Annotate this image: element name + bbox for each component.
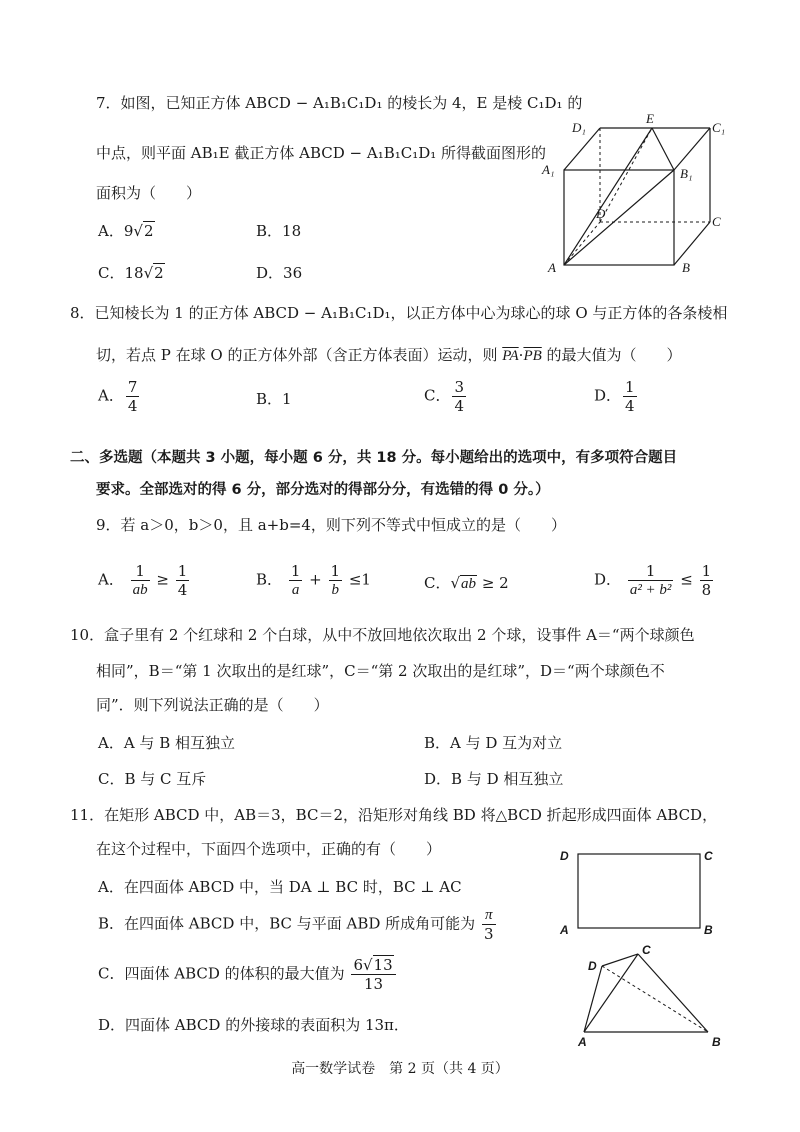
q7-cube-figure [540, 110, 730, 280]
q10-line3: 同”．则下列说法正确的是（ ） [96, 696, 329, 714]
q11-rectangle-figure [556, 846, 726, 940]
q9-stem: 9．若 a＞0，b＞0，且 a+b=4，则下列不等式中恒成立的是（ ） [96, 516, 566, 534]
label-D: D [596, 206, 606, 221]
q7-option-c: C．18√2 [98, 264, 164, 282]
q7-option-d: D．36 [256, 264, 303, 282]
q10-option-b: B．A 与 D 互为对立 [424, 734, 563, 752]
q9-option-d: D． $\frac{1}{\text{a² + b²}}$ ≤ $\frac{1}{8}$ [594, 562, 712, 599]
label-C: C [712, 214, 721, 229]
q10-option-c: C．B 与 C 互斥 [98, 770, 207, 788]
label-B: B [682, 260, 690, 275]
q8-option-d: D． $\frac{1}{4}$ [594, 378, 635, 415]
rect-label-A: A [560, 923, 569, 937]
q8-option-b: B．1 [256, 390, 292, 408]
label-C1: C₁ [712, 120, 726, 135]
q11-option-c: C．四面体 ABCD 的体积的最大值为 $\frac{6√13}{13}$ [98, 956, 398, 993]
q7-line1: 7．如图，已知正方体 ABCD − A₁B₁C₁D₁ 的棱长为 4，E 是棱 C₁D₁ 的 [96, 94, 583, 112]
label-A1: A₁ [542, 162, 555, 177]
q10-line1: 10．盒子里有 2 个红球和 2 个白球，从中不放回地依次取出 2 个球，设事件 A＝“两个球颜色 [70, 626, 695, 644]
tetra-label-C: C [642, 943, 651, 957]
tetra-label-B: B [712, 1035, 721, 1049]
q8-option-a: A． $\frac{7}{4}$ [98, 378, 138, 415]
q7-option-a: A．9√2 [98, 222, 154, 240]
tetra-label-D: D [588, 959, 597, 973]
q11-line2: 在这个过程中，下面四个选项中，正确的有（ ） [96, 840, 442, 858]
q10-option-a: A．A 与 B 相互独立 [98, 734, 235, 752]
label-E: E [646, 111, 654, 126]
q7-line2: 中点，则平面 AB₁E 截正方体 ABCD − A₁B₁C₁D₁ 所得截面图形的 [96, 144, 547, 162]
rect-label-C: C [704, 849, 713, 863]
label-D1: D₁ [572, 120, 586, 135]
q11-tetrahedron-figure [572, 940, 732, 1050]
q9-option-b: B． $\frac{1}{a}$ + $\frac{1}{b}$ ≤1 [256, 562, 371, 598]
rect-label-B: B [704, 923, 713, 937]
q10-option-d: D．B 与 D 相互独立 [424, 770, 564, 788]
section-2-instructions: 要求。全部选对的得 6 分，部分选对的得部分分，有选错的得 0 分。） [96, 482, 550, 498]
q11-option-b: B．在四面体 ABCD 中，BC 与平面 ABD 所成角可能为 $\frac{\pi}{3}$ [98, 907, 494, 943]
q9-option-c: C．√ab ≥ 2 [424, 574, 509, 592]
q11-option-a: A．在四面体 ABCD 中，当 DA ⊥ BC 时，BC ⊥ AC [98, 878, 462, 896]
q7-option-b: B．18 [256, 222, 302, 240]
section-2-heading: 二、多选题（本题共 3 小题，每小题 6 分，共 18 分。每小题给出的选项中，有多项符合题目 [70, 450, 678, 466]
q8-option-c: C． $\frac{3}{4}$ [424, 378, 465, 415]
label-B1: B₁ [680, 166, 693, 181]
tetra-label-A: A [578, 1035, 587, 1049]
q11-line1: 11．在矩形 ABCD 中，AB＝3，BC＝2，沿矩形对角线 BD 将△BCD 折起形成四面体 ABCD， [70, 806, 718, 824]
q8-line2: 切，若点 P 在球 O 的正方体外部（含正方体表面）运动，则 $\overline{PA}\cdot\overline{PB}$ 的最大值为（ ） [96, 346, 682, 364]
q7-line3: 面积为（ ） [96, 184, 202, 202]
q8-line1: 8．已知棱长为 1 的正方体 ABCD − A₁B₁C₁D₁，以正方体中心为球心的球 O 与正方体的各条棱相 [70, 304, 728, 322]
page-footer: 高一数学试卷 第 2 页（共 4 页） [291, 1061, 509, 1077]
q9-option-a: A． $\frac{1}{ab}$ ≥ $\frac{1}{4}$ [98, 562, 188, 599]
label-A: A [548, 260, 556, 275]
q11-option-d: D．四面体 ABCD 的外接球的表面积为 13π． [98, 1016, 409, 1034]
rect-label-D: D [560, 849, 569, 863]
q10-line2: 相同”，B＝“第 1 次取出的是红球”，C＝“第 2 次取出的是红球”，D＝“两个球颜色不 [96, 662, 665, 680]
